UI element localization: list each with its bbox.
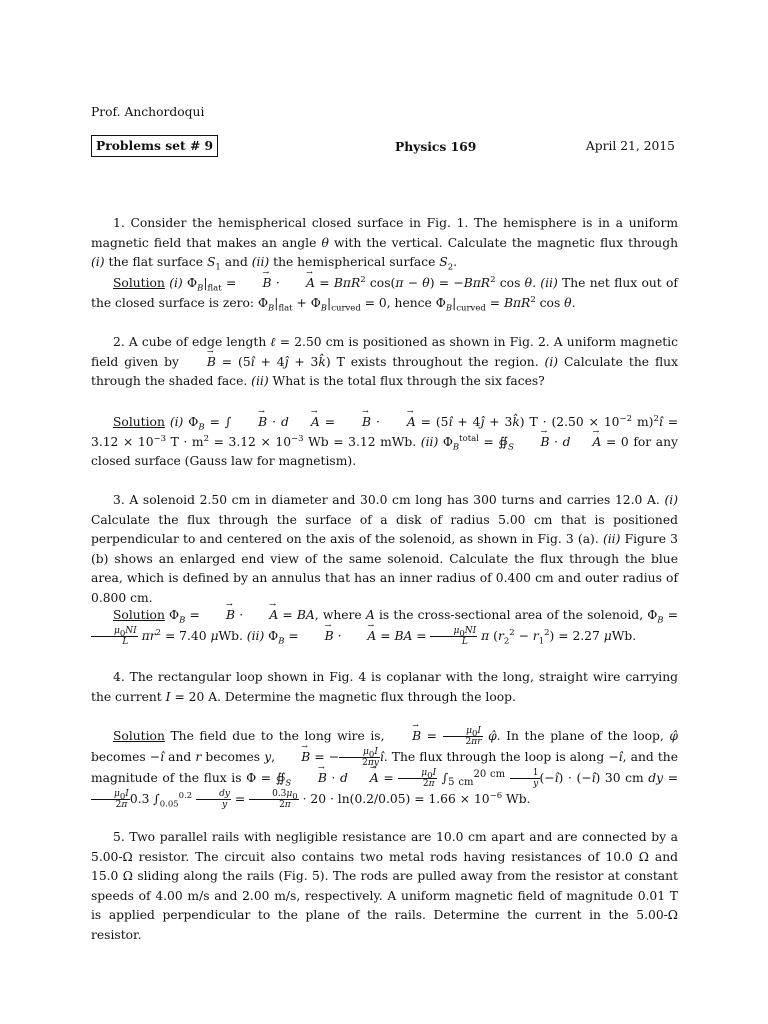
problem-2-solution [91,413,678,472]
problem-3-solution [91,606,678,647]
author-name: Prof. Anchordoqui [91,105,205,119]
problem-1-solution-body: (i) $\Phi_B|_{flat}$ = → B · → A = BπR$^2$ cos(π − θ) = −BπR$^2$ cos θ. (ii) The net flux out of the closed surface is zero: $\Phi_B|_{flat} + \Phi_B|_{curved} = 0$, hence $\Phi_B|_{curved} = B\pi R^2$ cos θ. [91,276,678,310]
problem-1-statement: 1. Consider the hemispherical closed surface in Fig. 1. The hemisphere is in a uniform magnetic field that makes an angle θ with the vertical. Calculate the magnetic flux through (i) the flat surface $S_1$ and (ii) the hemispherical surface $S_2$. [91,216,678,273]
solution-label: Solution [113,276,165,290]
solution-label: Solution [113,608,165,622]
problem-5-statement: 5. Two parallel rails with negligible resistance are 10.0 cm apart and are connected by a 5.00-Ω resistor. The circuit also contains two metal rods having resistances of 10.0 Ω and 15.0 Ω sliding along the rails (Fig. 5). The rods are pulled away from the resistor at constant speeds of 4.00 m/s and 2.00 m/s, respectively. A uniform magnetic field of magnitude 0.01 T is applied perpendicular to the plane of the rails. Determine the current in the 5.00-Ω resistor. [91,830,678,942]
course-name: Physics 169 [395,139,477,154]
solution-label: Solution [113,415,165,429]
header-row [91,133,675,159]
solution-label: Solution [113,729,165,743]
problem-set-title: Problems set # 9 [91,135,218,157]
problem-4-solution [91,726,678,810]
problem-3-solution-body: $\Phi_B$ = → B · → A = BA, where A is the cross-sectional area of the solenoid, $\Phi_B$ = $\frac{\mu_0NI}{L}$ $\pi r^2 = 7.40$ μWb. (ii) $\Phi_B$ = → B · → A = BA = $\frac{\mu_0NI}{L}$ π $(r_2^2 - r_1^2) = 2.27$ μWb. [91,608,678,643]
problem-4-statement: 4. The rectangular loop shown in Fig. 4 is coplanar with the long, straight wire carrying the current I = 20 A. Determine the magnetic flux through the loop. [91,670,678,704]
problem-4-solution-body: The field due to the long wire is, → B = $\frac{\mu_0I}{2\pi r}$ φ̂. In the plane of the loop, φ̂ becomes −î and r becomes y, → B = − $\frac{\mu_0I}{2\pi y}$ î. The flux through the loop is along −î, and the magnitude of the flux is $\Phi = ∯_S \to B \cdot d\to A$ = $\frac{\mu_0I}{2\pi}$ $\int_{5 cm}^{20 cm}$ $\frac{1}{y}$ (−î) · (−î) 30 cm dy = $\frac{\mu_0I}{2\pi}$ 0.3 $\int_{0.05}^{0.2}$ $\frac{dy}{y}$ = $\frac{0.3\mu_0}{2\pi}$ · $20 \cdot \ln(0.2/0.05) = 1.66 \times 10^{-6}$ Wb. [91,729,678,806]
problem-2-statement: 2. A cube of edge length ℓ = 2.50 cm is positioned as shown in Fig. 2. A uniform magnetic field given by → B = (5î + 4ĵ + 3k̂) T exists throughout the region. (i) Calculate the flux through the shaded face. (ii) What is the total flux through the six faces? [91,333,678,392]
document-date: April 21, 2015 [585,139,675,153]
problem-3-statement: 3. A solenoid 2.50 cm in diameter and 30.0 cm long has 300 turns and carries 12.0 A. (i) Calculate the flux through the surface of a disk of radius 5.00 cm that is positioned perpendicular to and centered on the axis of the solenoid, as shown in Fig. 3 (a). (ii) Figure 3 (b) shows an enlarged end view of the same solenoid. Calculate the flux through the blue area, which is defined by an annulus that has an inner radius of 0.400 cm and outer radius of 0.800 cm. [91,493,678,605]
problem-2-solution-body: (i) $\Phi_B$ = ∫ → B · d→ A = → B · → A = (5î + 4ĵ + 3k̂) $T \cdot (2.50 \times 10^{-2}$ m)$^2$î = $3.12 \times 10^{-3}$ $T \cdot m^2 = 3.12 \times 10^{-3}$ Wb = 3.12 mWb. (ii) $\Phi_B^{total}$ = $∯_S \to B \cdot d\to A = 0$ for any closed surface (Gauss law for magnetism). [91,415,678,468]
problem-1-solution [91,274,678,313]
